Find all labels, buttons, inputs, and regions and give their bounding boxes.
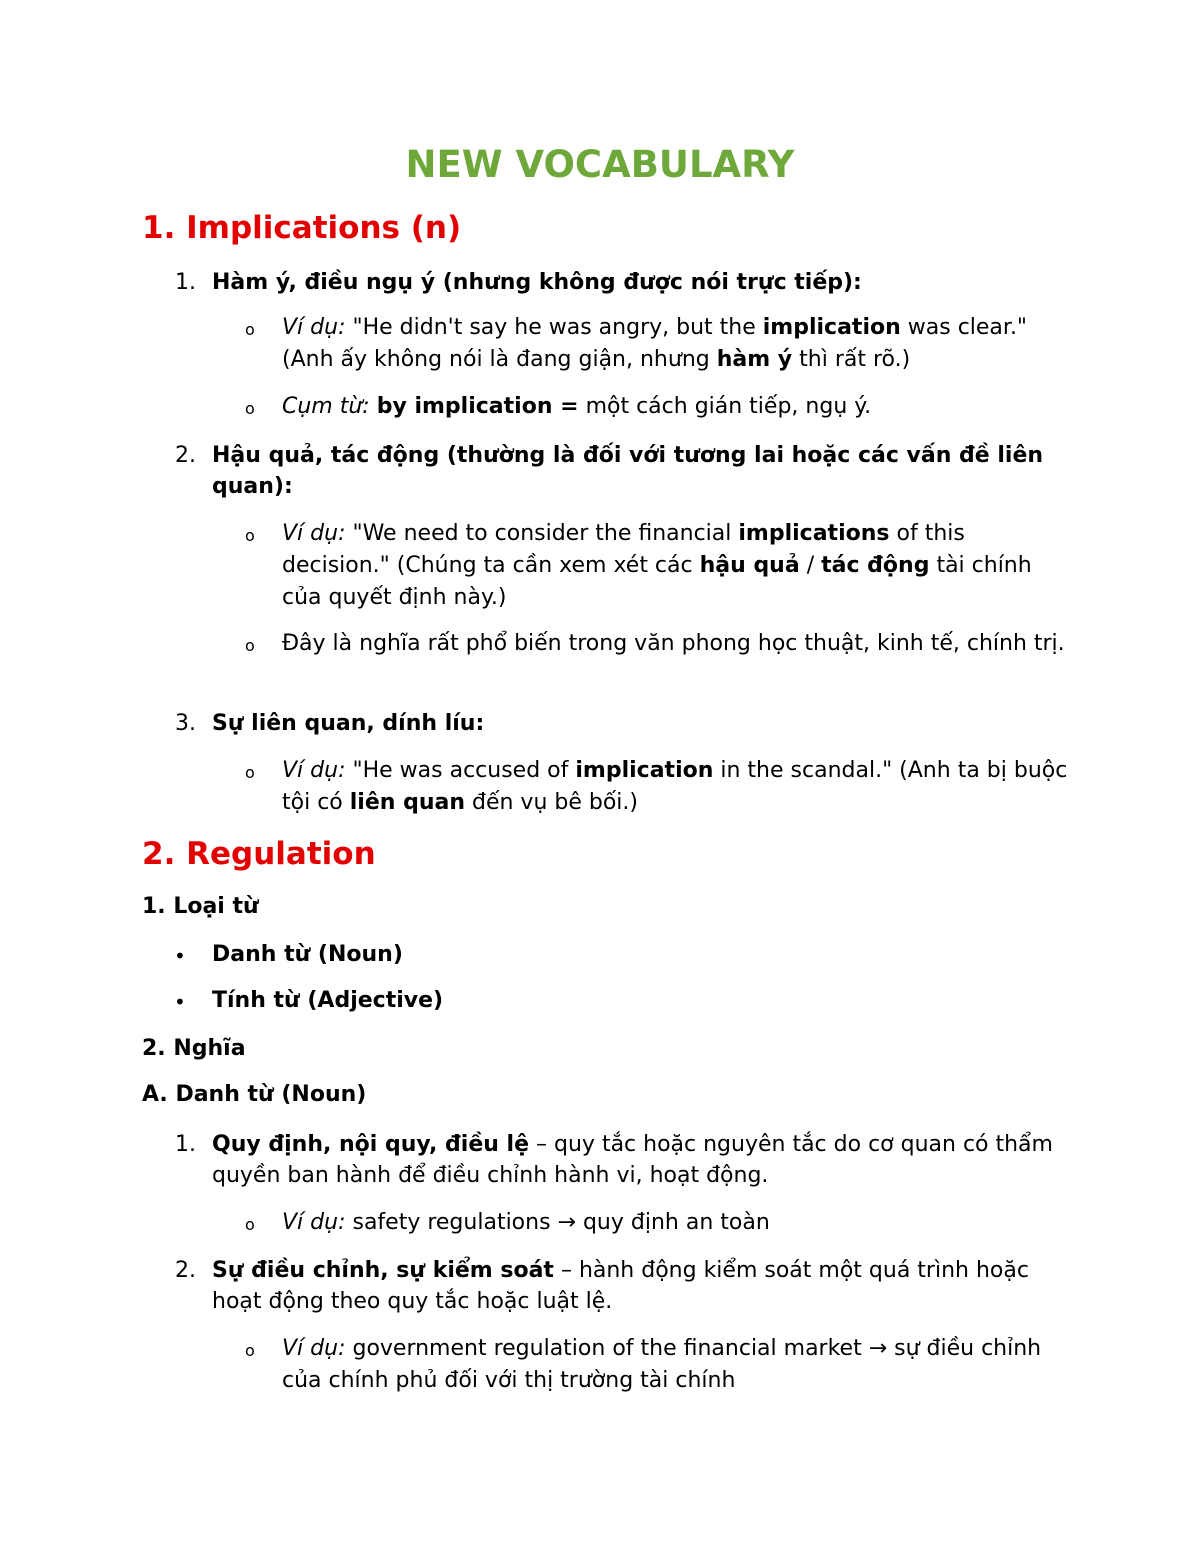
circle-bullet-icon: o	[245, 763, 255, 782]
subheading-noun: A. Danh từ (Noun)	[142, 1082, 367, 1107]
example-line: Ví dụ: safety regulations → quy định an toàn	[282, 1210, 770, 1235]
circle-bullet-icon: o	[245, 399, 255, 418]
section-heading-regulation: 2. Regulation	[142, 836, 376, 872]
circle-bullet-icon: o	[245, 320, 255, 339]
subheading-meaning: 2. Nghĩa	[142, 1036, 246, 1061]
example-line: Ví dụ: "We need to consider the financial implications of this decision." (Chúng ta cần xem xét các hậu quả / tác động tài chính của quyết định này.)	[282, 521, 1032, 610]
meaning-label: Sự điều chỉnh, sự kiểm soát – hành động kiểm soát một quá trình hoặc hoạt động theo quy tắc hoặc luật lệ.	[212, 1258, 1029, 1314]
circle-bullet-icon: o	[245, 526, 255, 545]
meaning-label: Hậu quả, tác động (thường là đối với tương lai hoặc các vấn đề liên quan):	[212, 443, 1044, 499]
list-number: 1.	[175, 1132, 196, 1157]
phrase-line: Cụm từ: by implication = một cách gián tiếp, ngụ ý.	[282, 394, 872, 419]
circle-bullet-icon: o	[245, 636, 255, 655]
word-type-noun: Danh từ (Noun)	[212, 942, 403, 967]
list-number: 2.	[175, 1258, 196, 1283]
circle-bullet-icon: o	[245, 1215, 255, 1234]
document-title: NEW VOCABULARY	[405, 143, 795, 186]
word-type-adjective: Tính từ (Adjective)	[212, 988, 444, 1013]
meaning-label: Sự liên quan, dính líu:	[212, 711, 485, 736]
note-line: Đây là nghĩa rất phổ biến trong văn phong học thuật, kinh tế, chính trị.	[282, 631, 1065, 656]
list-number: 1.	[175, 270, 196, 295]
circle-bullet-icon: o	[245, 1341, 255, 1360]
meaning-label: Hàm ý, điều ngụ ý (nhưng không được nói trực tiếp):	[212, 270, 862, 295]
example-line: Ví dụ: government regulation of the financial market → sự điều chỉnh của chính phủ đối với thị trường tài chính	[282, 1336, 1042, 1393]
section-heading-implications: 1. Implications (n)	[142, 210, 462, 246]
bullet-icon: •	[174, 990, 186, 1014]
list-number: 3.	[175, 711, 196, 736]
list-number: 2.	[175, 443, 196, 468]
subheading-word-type: 1. Loại từ	[142, 894, 259, 919]
example-line: Ví dụ: "He was accused of implication in the scandal." (Anh ta bị buộc tội có liên quan đến vụ bê bối.)	[282, 758, 1068, 815]
example-line: Ví dụ: "He didn't say he was angry, but the implication was clear." (Anh ấy không nói là đang giận, nhưng hàm ý thì rất rõ.)	[282, 315, 1028, 372]
meaning-label: Quy định, nội quy, điều lệ – quy tắc hoặc nguyên tắc do cơ quan có thẩm quyền ban hành để điều chỉnh hành vi, hoạt động.	[212, 1132, 1053, 1188]
bullet-icon: •	[174, 944, 186, 968]
